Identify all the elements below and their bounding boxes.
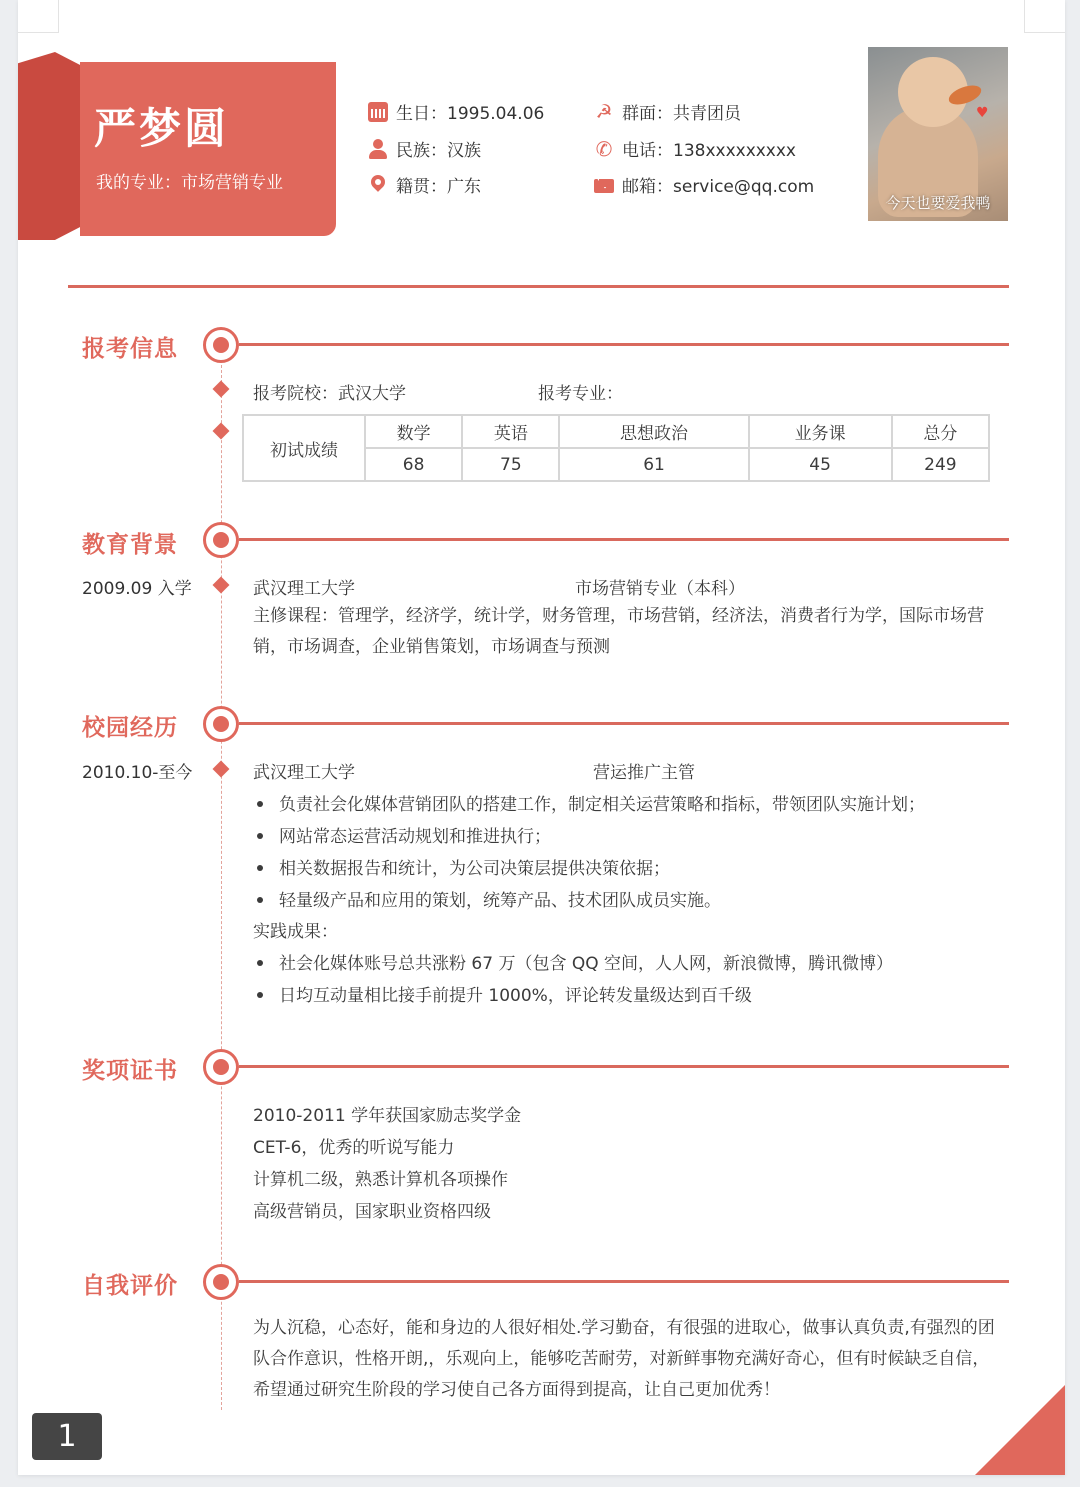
info-email — [594, 172, 814, 197]
score-cell: 68 — [365, 448, 462, 481]
hometown-text: 籍贯：广东 — [396, 177, 481, 197]
duty-item: 相关数据报告和统计，为公司决策层提供决策依据； — [253, 854, 670, 879]
info-birth — [368, 99, 544, 124]
target-icon — [203, 522, 239, 558]
phone-text: 电话：138xxxxxxxxx — [622, 141, 796, 161]
profile-photo — [868, 47, 1008, 221]
resume-page — [18, 0, 1065, 1475]
campus-date: 2010.10-至今 — [82, 763, 193, 783]
candidate-name: 严梦圆 — [94, 104, 230, 153]
crop-mark — [1024, 0, 1065, 33]
score-table — [242, 414, 990, 482]
section-rule — [239, 1065, 1009, 1068]
score-cell: 45 — [749, 448, 892, 481]
exam-school: 报考院校：武汉大学 — [253, 384, 406, 404]
birth-text: 生日：1995.04.06 — [396, 104, 545, 124]
mail-icon — [594, 179, 614, 193]
target-icon — [203, 1049, 239, 1085]
section-title-education: 教育背景 — [82, 532, 178, 558]
diamond-icon — [213, 577, 230, 594]
subject-header: 总分 — [892, 415, 989, 448]
heart-icon: ♥ — [976, 105, 989, 121]
section-title-self: 自我评价 — [82, 1273, 178, 1299]
award-item: 高级营销员，国家职业资格四级 — [253, 1202, 491, 1222]
email-text: 邮箱：service@qq.com — [622, 177, 815, 197]
info-ethnicity — [368, 136, 481, 161]
target-icon — [203, 327, 239, 363]
section-rule — [239, 343, 1009, 346]
header-ribbon — [18, 52, 84, 240]
education-major: 市场营销专业（本科） — [575, 579, 745, 599]
score-cell: 75 — [462, 448, 559, 481]
target-icon — [203, 706, 239, 742]
result-item: 日均互动量相比接手前提升 1000%，评论转发量级达到百千级 — [253, 981, 752, 1006]
subject-header: 数学 — [365, 415, 462, 448]
education-date: 2009.09 入学 — [82, 579, 192, 599]
info-political — [594, 99, 741, 124]
award-item: 2010-2011 学年获国家励志奖学金 — [253, 1106, 522, 1126]
duty-item: 负责社会化媒体营销团队的搭建工作，制定相关运营策略和指标，带领团队实施计划； — [253, 790, 925, 815]
duty-item: 轻量级产品和应用的策划，统筹产品、技术团队成员实施。 — [253, 886, 721, 911]
education-courses: 主修课程：管理学，经济学，统计学，财务管理，市场营销，经济法，消费者行为学，国际市场营销，市场调查，企业销售策划，市场调查与预测 — [253, 606, 984, 657]
crop-mark — [18, 0, 59, 33]
info-hometown — [368, 172, 481, 197]
political-text: 群面：共青团员 — [622, 104, 741, 124]
score-cell: 61 — [559, 448, 748, 481]
score-cell: 249 — [892, 448, 989, 481]
photo-caption: 今天也要爱我鸭 — [885, 194, 991, 212]
diamond-icon — [213, 423, 230, 440]
exam-major-label: 报考专业： — [538, 384, 623, 404]
page-number-badge[interactable]: 1 — [32, 1413, 102, 1460]
subject-header: 英语 — [462, 415, 559, 448]
party-emblem-icon: ☭ — [595, 100, 613, 123]
location-pin-icon — [368, 175, 388, 195]
section-title-awards: 奖项证书 — [82, 1058, 178, 1084]
section-rule — [239, 538, 1009, 541]
subject-header: 业务课 — [749, 415, 892, 448]
diamond-icon — [213, 381, 230, 398]
duty-item: 网站常态运营活动规划和推进执行； — [253, 822, 551, 847]
section-rule — [239, 722, 1009, 725]
info-phone — [594, 136, 796, 161]
header-divider — [68, 285, 1009, 288]
subject-header: 思想政治 — [559, 415, 748, 448]
section-rule — [239, 1280, 1009, 1283]
campus-role: 营运推广主管 — [593, 763, 695, 783]
ethnicity-text: 民族：汉族 — [396, 141, 481, 161]
award-item: CET-6，优秀的听说写能力 — [253, 1138, 455, 1158]
self-evaluation-text: 为人沉稳，心态好，能和身边的人很好相处.学习勤奋，有很强的进取心，做事认真负责,有强烈的团队合作意识，性格开朗,，乐观向上，能够吃苦耐劳，对新鲜事物充满好奇心，但有时候缺乏自信，希望通过研究生阶段的学习使自己各方面得到提高，让自己更加优秀！ — [253, 1318, 995, 1400]
diamond-icon — [213, 761, 230, 778]
calendar-icon — [368, 102, 388, 122]
user-icon — [368, 139, 388, 159]
education-school: 武汉理工大学 — [253, 579, 355, 599]
results-label: 实践成果： — [253, 922, 338, 942]
section-title-campus: 校园经历 — [82, 715, 178, 741]
result-item: 社会化媒体账号总共涨粉 67 万（包含 QQ 空间，人人网，新浪微博，腾讯微博） — [253, 949, 893, 974]
section-title-exam: 报考信息 — [82, 336, 178, 362]
award-item: 计算机二级，熟悉计算机各项操作 — [253, 1170, 508, 1190]
score-label: 初试成绩 — [243, 415, 365, 481]
target-icon — [203, 1264, 239, 1300]
candidate-major: 我的专业：市场营销专业 — [96, 173, 283, 193]
campus-org: 武汉理工大学 — [253, 763, 355, 783]
phone-icon: ✆ — [595, 136, 613, 161]
